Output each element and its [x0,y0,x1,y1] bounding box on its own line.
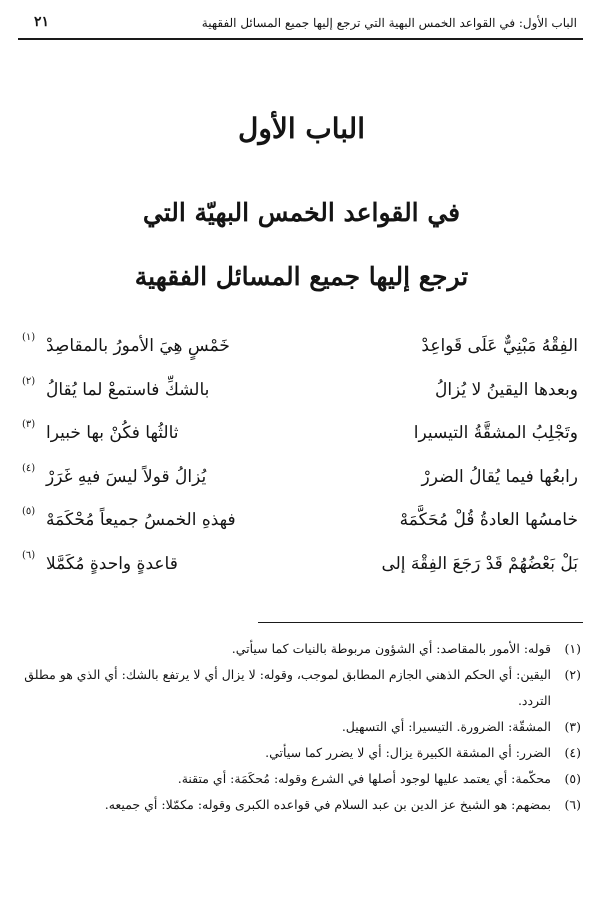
verse [22,332,578,376]
verse-second-hemistich: ثالثُها فكُنْ بها خبيرا [46,423,179,444]
footnote-number: (٤) [564,745,581,760]
footnote-separator [258,622,583,623]
footnote-marker[interactable]: (٤) [22,462,36,474]
footnote-text: قوله: الأمور بالمقاصد: أي الشؤون مربوطة بالنيات كما سيأتي. [231,641,551,656]
footnote-text: الضرر: أي المشقة الكبيرة يزال: أي لا يضرر كما سيأتي. [265,745,551,760]
verse-first-hemistich: رابعُها فيما يُقالُ الضررْ [421,466,578,487]
footnote-marker[interactable]: (٣) [22,419,36,431]
verse-second-hemistich: خَمْسٍ هِيَ الأمورُ بالمقاصِدْ [46,336,230,356]
verse [22,376,578,420]
footnote-number: (٥) [564,771,581,786]
footnotes [22,636,581,818]
footnote-number: (٣) [564,719,581,734]
footnote-number: (٦) [564,797,581,812]
footnote-text: اليقين: أي الحكم الذهني الجازم المطابق لموجب، وقوله: لا يزال أي لا يرتفع بالشك: أي الذي هو مطلق التردد. [24,667,551,708]
verse-first-hemistich: وتَجْلِبُ المشقَّةُ التيسيرا [413,423,578,444]
footnote [22,662,581,714]
chapter-label: الباب الأول [237,112,365,145]
footnote-marker[interactable]: (٦) [22,549,36,561]
footnote-number: (١) [564,641,581,656]
footnote-text: بمضهم: هو الشيخ عز الدين بن عبد السلام في قواعده الكبرى وقوله: مكمّلا: أي جميعه. [104,797,551,812]
verse [22,419,578,463]
footnote [22,636,581,662]
verse [22,550,578,594]
chapter-title-line-2: ترجع إليها جميع المسائل الفقهية [134,262,469,291]
footnote-marker[interactable]: (٢) [22,375,36,387]
footnote [22,766,581,792]
footnote-text: المشقّة: الضرورة. التيسيرا: أي التسهيل. [341,719,551,734]
footnote-text: محكّمة: أي يعتمد عليها لوجود أصلها في الشرع وقوله: مُحكَمَة: أي متقنة. [177,771,551,786]
verse-first-hemistich: خامسُها العادةُ قُلْ مُحَكَّمَهْ [399,510,578,531]
footnote [22,740,581,766]
footnote-number: (٢) [564,667,581,682]
verse-second-hemistich: بالشكِّ فاستمعْ لما يُقالُ [46,379,210,400]
verse-second-hemistich: قاعدةٍ واحدةٍ مُكَمَّلا [46,553,178,574]
verse-first-hemistich: وبعدها اليقينُ لا يُزالُ [434,379,578,400]
verse-first-hemistich: الفِقْهُ مَبْنِيٌّ عَلَى قَواعِدْ [421,336,578,356]
running-header-title: الباب الأول: في القواعد الخمس البهية التي ترجع إليها جميع المسائل الفقهية [201,16,577,30]
verse-second-hemistich: فهذهِ الخمسُ جميعاً مُحْكَمَهْ [46,510,236,531]
footnote-marker[interactable]: (٥) [22,506,36,518]
page-number: ٢١ [34,14,50,30]
header-rule [18,38,583,40]
chapter-title-line-1: في القواعد الخمس البهيّة التي [142,198,461,227]
verse-first-hemistich: بَلْ بَعْضُهُمْ قَدْ رَجَعَ الفِقْهَ إلى [381,553,578,574]
running-header [18,14,583,34]
verse-second-hemistich: يُزالُ قولاً ليسَ فيهِ غَرَرْ [46,466,207,487]
verse [22,506,578,550]
footnote [22,792,581,818]
footnote [22,714,581,740]
footnote-marker[interactable]: (١) [22,332,36,343]
poem [22,332,578,594]
verse [22,463,578,507]
